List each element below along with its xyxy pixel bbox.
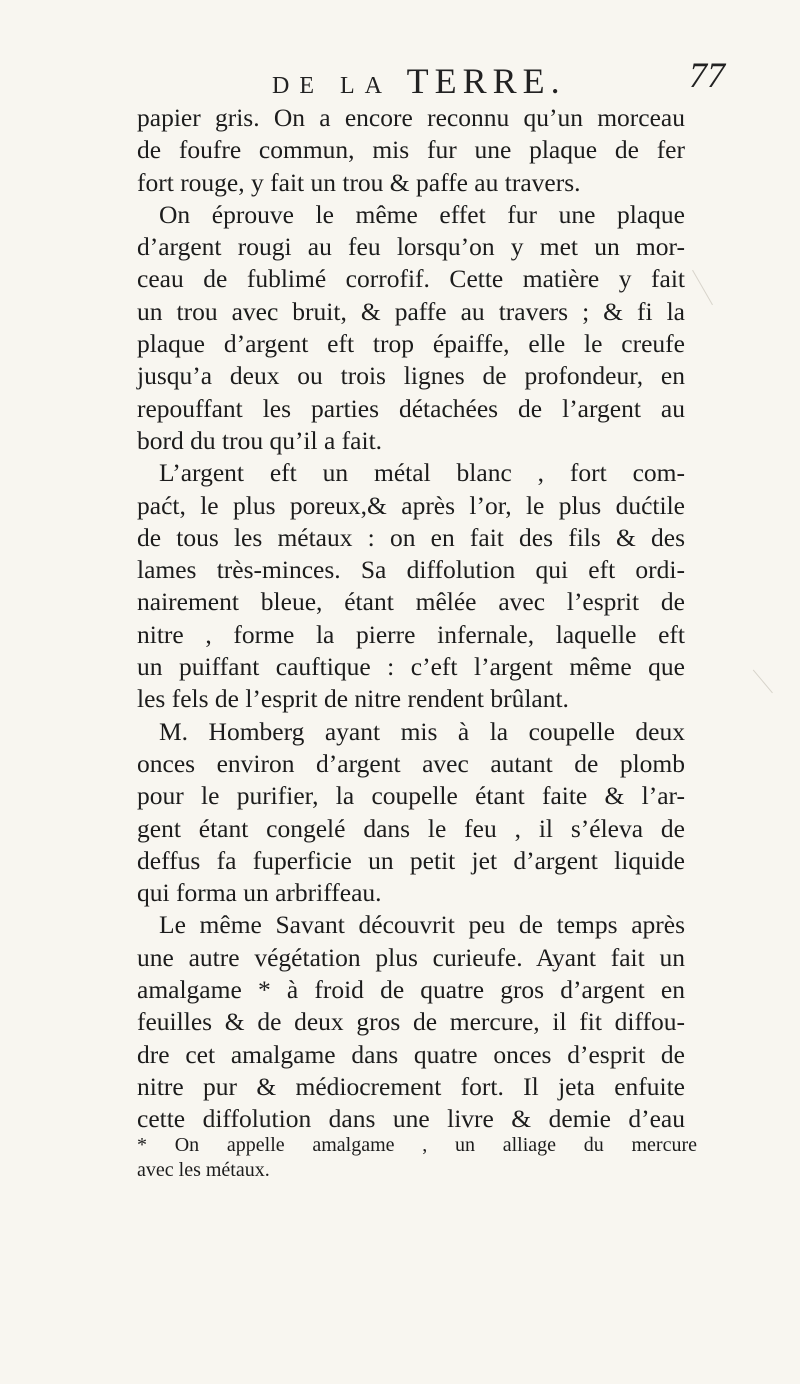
body-text-line: amalgame * à froid de quatre gros d’argent en	[137, 975, 685, 1005]
body-text-line: papier gris. On a encore reconnu qu’un morceau	[137, 103, 685, 132]
body-text-line: de tous les métaux : on en fait des fils & des	[137, 522, 685, 552]
body-text-line: bord du trou qu’il a fait.	[137, 425, 383, 455]
body-text-line: nairement bleue, étant mêlée avec l’esprit de	[137, 587, 685, 617]
body-text-line: L’argent eft un métal blanc , fort com-	[159, 458, 685, 488]
body-text-line: fort rouge, y fait un trou & paffe au travers.	[137, 167, 581, 197]
body-text-line: de foufre commun, mis fur une plaque de fer	[137, 135, 685, 165]
running-head-small: DE LA	[272, 73, 407, 99]
body-text-line: un trou avec bruit, & paffe au travers ; & fi la	[137, 296, 685, 326]
body-text-line: deffus fa fuperficie un petit jet d’argent liquide	[137, 845, 685, 875]
page-number: 77	[689, 55, 725, 95]
body-text-line: gent étant congelé dans le feu , il s’éleva de	[137, 813, 685, 843]
body-text-line: onces environ d’argent avec autant de plomb	[137, 748, 685, 778]
body-text-line: Le même Savant découvrit peu de temps après	[159, 910, 685, 940]
body-text-line: paćt, le plus poreux,& après l’or, le plus dućtile	[137, 490, 685, 520]
body-text-line: jusqu’a deux ou trois lignes de profondeur, en	[137, 361, 685, 391]
footnote-line: * On appelle amalgame , un alliage du mercure	[137, 1134, 697, 1156]
body-text-line: feuilles & de deux gros de mercure, il fit diffou-	[137, 1007, 685, 1037]
body-text-line: M. Homberg ayant mis à la coupelle deux	[159, 716, 685, 746]
paper-stain	[692, 255, 739, 305]
body-text-line: les fels de l’esprit de nitre rendent brûlant.	[137, 684, 569, 714]
footnote-line: avec les métaux.	[137, 1159, 270, 1181]
body-text-line: ceau de fublimé corrofif. Cette matière y fait	[137, 264, 685, 294]
body-text-line: repouffant les parties détachées de l’argent au	[137, 393, 685, 423]
body-text-line: plaque d’argent eft trop épaiffe, elle le creufe	[137, 329, 685, 359]
body-text-line: nitre , forme la pierre infernale, laquelle eft	[137, 619, 685, 649]
body-text-line: d’argent rougi au feu lorsqu’on y met un mor-	[137, 232, 685, 262]
body-text-line: cette diffolution dans une livre & demie d’eau	[137, 1104, 685, 1134]
body-text-line: nitre pur & médiocrement fort. Il jeta enfuite	[137, 1071, 685, 1101]
running-head	[272, 60, 566, 102]
page-header	[0, 54, 800, 101]
body-text-line: On éprouve le même effet fur une plaque	[159, 199, 685, 229]
body-text-line: une autre végétation plus curieufe. Ayant fait un	[137, 942, 685, 972]
footnote	[137, 1133, 697, 1183]
body-text-line: lames très-minces. Sa diffolution qui eft ordi-	[137, 555, 685, 585]
running-head-big: TERRE.	[406, 61, 566, 101]
body-text-line: qui forma un arbriffeau.	[137, 878, 382, 908]
body-text-line: un puiffant cauftique : c’eft l’argent même que	[137, 652, 685, 682]
paper-stain	[753, 657, 788, 693]
body-text-line: dre cet amalgame dans quatre onces d’esprit de	[137, 1039, 685, 1069]
body-text	[137, 102, 685, 1136]
body-text-line: pour le purifier, la coupelle étant faite & l’ar-	[137, 781, 685, 811]
